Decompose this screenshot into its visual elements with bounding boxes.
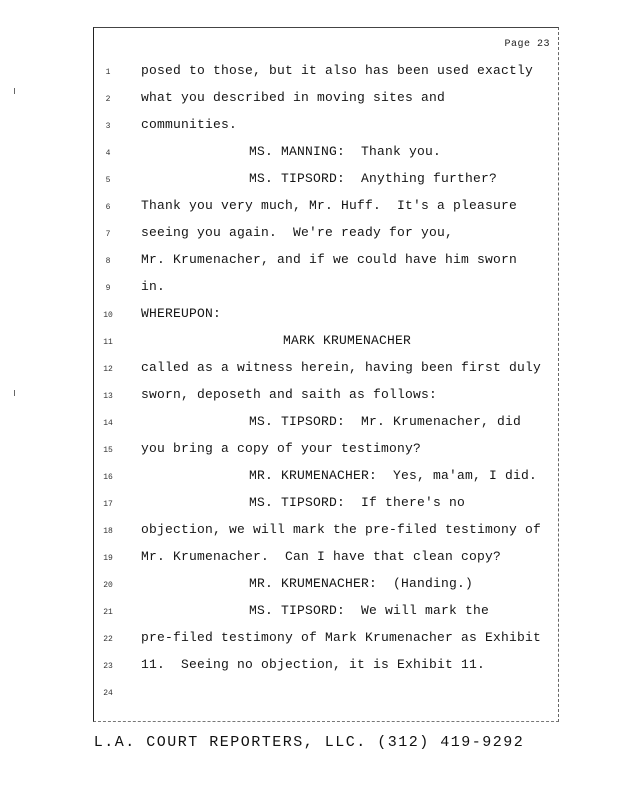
transcript-line [94,468,560,488]
line-number: 12 [103,365,113,374]
line-number: 8 [105,257,111,266]
line-number: 10 [103,311,113,320]
line-text: WHEREUPON: [141,306,222,321]
line-text: Thank you very much, Mr. Huff. It's a pleasure [141,198,518,213]
line-number: 15 [103,446,113,455]
transcript-line [94,576,560,596]
line-text: MARK KRUMENACHER [283,333,412,348]
transcript-line [94,63,560,83]
line-text: posed to those, but it also has been used exactly [141,63,534,78]
transcript-line [94,198,560,218]
margin-mark [14,390,15,396]
line-number: 24 [103,689,113,698]
line-number: 5 [105,176,111,185]
margin-mark [14,88,15,94]
transcript-line [94,306,560,326]
line-number: 17 [103,500,113,509]
line-text: MS. TIPSORD: Anything further? [249,171,498,186]
transcript-line [94,549,560,569]
line-number: 2 [105,95,111,104]
page-number: Page 23 [504,39,550,50]
line-number: 3 [105,122,111,131]
line-number: 19 [103,554,113,563]
line-number: 1 [105,68,111,77]
transcript-line [94,441,560,461]
transcript-line [94,657,560,677]
line-text: pre-filed testimony of Mark Krumenacher as Exhibit [141,630,542,645]
line-text: what you described in moving sites and [141,90,446,105]
line-text: Mr. Krumenacher, and if we could have him sworn [141,252,518,267]
transcript-line [94,117,560,137]
line-number: 6 [105,203,111,212]
transcript-line [94,279,560,299]
line-text: seeing you again. We're ready for you, [141,225,454,240]
line-number: 23 [103,662,113,671]
line-text: Mr. Krumenacher. Can I have that clean copy? [141,549,502,564]
line-text: 11. Seeing no objection, it is Exhibit 11. [141,657,486,672]
transcript-page [93,27,559,722]
line-number: 22 [103,635,113,644]
line-text: in. [141,279,166,294]
transcript-line [94,333,560,353]
line-text: MS. TIPSORD: We will mark the [249,603,490,618]
line-text: you bring a copy of your testimony? [141,441,422,456]
transcript-line [94,225,560,245]
line-text: MS. TIPSORD: Mr. Krumenacher, did [249,414,522,429]
line-text: communities. [141,117,238,132]
transcript-line [94,360,560,380]
reporter-footer: L.A. COURT REPORTERS, LLC. (312) 419-9292 [93,734,525,751]
line-text: sworn, deposeth and saith as follows: [141,387,438,402]
line-number: 14 [103,419,113,428]
line-text: MR. KRUMENACHER: Yes, ma'am, I did. [249,468,538,483]
transcript-line [94,144,560,164]
line-text: MS. TIPSORD: If there's no [249,495,466,510]
line-text: called as a witness herein, having been first duly [141,360,542,375]
transcript-line [94,414,560,434]
line-number: 16 [103,473,113,482]
line-number: 21 [103,608,113,617]
line-text: MR. KRUMENACHER: (Handing.) [249,576,474,591]
transcript-line [94,387,560,407]
transcript-line [94,90,560,110]
transcript-line [94,684,560,704]
transcript-line [94,630,560,650]
line-text: objection, we will mark the pre-filed testimony of [141,522,542,537]
line-text: MS. MANNING: Thank you. [249,144,442,159]
transcript-line [94,495,560,515]
transcript-line [94,522,560,542]
transcript-line [94,603,560,623]
line-number: 4 [105,149,111,158]
transcript-line [94,252,560,272]
line-number: 9 [105,284,111,293]
line-number: 11 [103,338,113,347]
line-number: 18 [103,527,113,536]
transcript-line [94,171,560,191]
line-number: 7 [105,230,111,239]
line-number: 20 [103,581,113,590]
line-number: 13 [103,392,113,401]
